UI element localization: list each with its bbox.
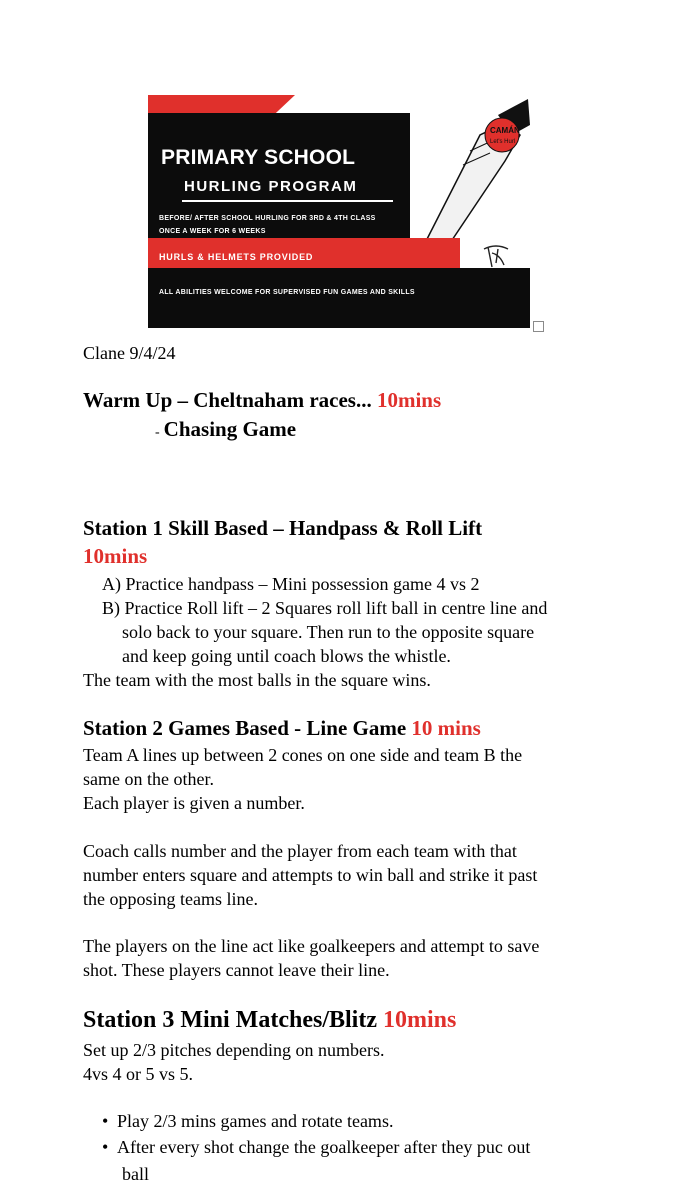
poster-subtitle-line1: BEFORE/ AFTER SCHOOL HURLING FOR 3RD & 4TH CLASS [159, 215, 376, 222]
logo-text-bottom: Let's Hurl [490, 139, 516, 145]
station2-p3-line1: The players on the line act like goalkeepers and attempt to save [83, 936, 540, 956]
bullet-dot: • [102, 1137, 109, 1157]
warmup-time: 10mins [376, 388, 442, 412]
station2-title: Station 2 Games Based - Line Game [83, 716, 407, 740]
poster-title-line2: HURLING PROGRAM [184, 178, 358, 195]
station1-item-a: A) Practice handpass – Mini possession game 4 vs 2 [102, 574, 480, 594]
station1-title: Station 1 Skill Based – Handpass & Roll Lift [83, 516, 483, 540]
station3-line1: Set up 2/3 pitches depending on numbers. [83, 1040, 385, 1060]
station3-bullet2-line1: After every shot change the goalkeeper after they puc out [117, 1137, 531, 1157]
poster-red-flag [148, 95, 295, 113]
station3-line2: 4vs 4 or 5 vs 5. [83, 1064, 194, 1084]
poster-footer-text: ALL ABILITIES WELCOME FOR SUPERVISED FUN GAMES AND SKILLS [159, 289, 415, 296]
station2-p2-line2: number enters square and attempts to win ball and strike it past [83, 865, 538, 885]
station3-bullet1: Play 2/3 mins games and rotate teams. [117, 1111, 394, 1131]
poster-title-line1: PRIMARY SCHOOL [161, 146, 356, 169]
station2-p1-line2: same on the other. [83, 769, 214, 789]
station2-p1-line1: Team A lines up between 2 cones on one side and team B the [83, 745, 523, 765]
poster-bottom-band [148, 268, 530, 328]
station2-heading [83, 716, 481, 741]
warmup-dash: - [155, 425, 160, 440]
logo-text-top: CAMÁN [490, 126, 520, 135]
station1-note: The team with the most balls in the square wins. [83, 670, 431, 690]
warmup-sub-line [155, 417, 296, 442]
program-poster [148, 95, 530, 328]
poster-title-underline [182, 200, 393, 202]
station1-time: 10mins [83, 544, 148, 568]
station3-bullet2-line2: ball [122, 1164, 149, 1184]
station2-time: 10 mins [411, 716, 481, 740]
station3-title: Station 3 Mini Matches/Blitz [83, 1007, 377, 1033]
station1-item-b-3: and keep going until coach blows the whistle. [122, 646, 451, 666]
warmup-title: Warm Up – Cheltnaham races... [83, 388, 372, 412]
station1-item-b-2: solo back to your square. Then run to the opposite square [122, 622, 535, 642]
station3-heading [83, 1007, 456, 1034]
club-crest-icon [478, 241, 514, 271]
image-resize-handle[interactable] [533, 321, 544, 332]
station2-p2-line3: the opposing teams line. [83, 889, 258, 909]
warmup-heading [83, 388, 441, 413]
station2-p1-line3: Each player is given a number. [83, 793, 305, 813]
station2-p3-line2: shot. These players cannot leave their line. [83, 960, 390, 980]
poster-subtitle-line2: ONCE A WEEK FOR 6 WEEKS [159, 228, 266, 235]
location-date: Clane 9/4/24 [83, 343, 176, 363]
poster-equipment-text: HURLS & HELMETS PROVIDED [159, 252, 314, 262]
station3-time: 10mins [382, 1007, 457, 1033]
warmup-sub: Chasing Game [163, 417, 297, 441]
station2-p2-line1: Coach calls number and the player from each team with that [83, 841, 517, 861]
station1-item-b-1: B) Practice Roll lift – 2 Squares roll lift ball in centre line and [102, 598, 548, 618]
bullet-dot: • [102, 1111, 109, 1131]
